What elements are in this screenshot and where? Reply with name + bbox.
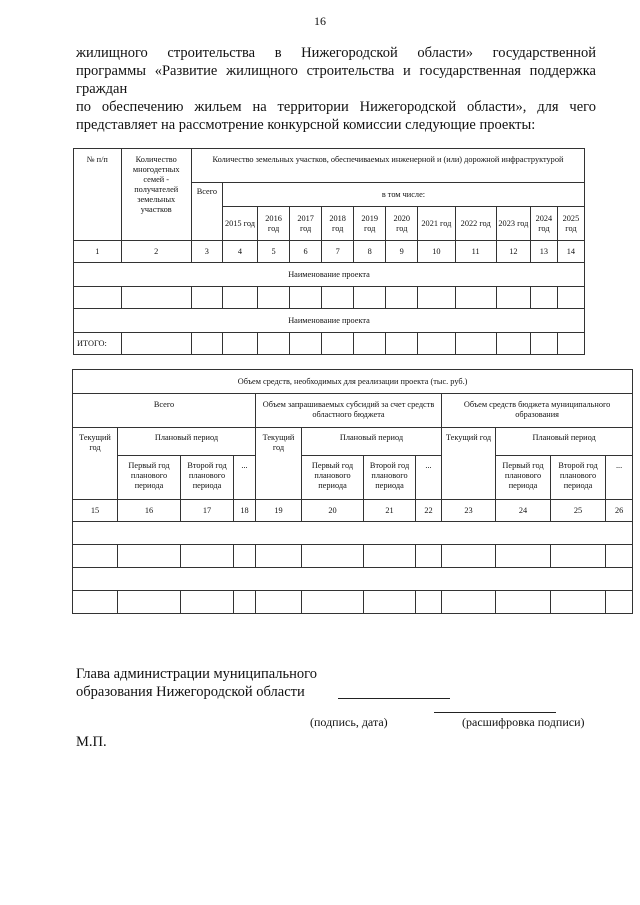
intro-paragraph <box>76 44 596 134</box>
col-no: 8 <box>354 241 386 263</box>
col-no: 7 <box>322 241 354 263</box>
col-no: 18 <box>234 500 256 522</box>
col-no: 13 <box>530 241 557 263</box>
col-no: 22 <box>416 500 442 522</box>
projects-plots-table <box>73 148 585 355</box>
data-row <box>74 287 585 309</box>
header-incl: в том числе: <box>222 183 584 207</box>
plan-period: Плановый период <box>118 428 256 456</box>
col-no: 25 <box>551 500 606 522</box>
col-no: 16 <box>118 500 181 522</box>
col-no: 21 <box>364 500 416 522</box>
intro-line-2: программы «Развитие жилищного строительства и государственная поддержка <box>76 63 596 79</box>
col-no: 1 <box>74 241 122 263</box>
ellipsis: ... <box>606 456 633 500</box>
intro-line-5: представляет на рассмотрение конкурсной комиссии следующие проекты: <box>76 117 536 133</box>
header-main: Объем средств, необходимых для реализации проекта (тыс. руб.) <box>73 370 633 394</box>
group-subsidy: Объем запрашиваемых субсидий за счет средств областного бюджета <box>256 394 442 428</box>
stamp-place: М.П. <box>76 734 107 750</box>
signer-title-line-1: Глава администрации муниципального <box>76 666 317 682</box>
col-no: 9 <box>386 241 418 263</box>
header-families: Количество многодетных семей - получателей земельных участков <box>121 149 191 241</box>
project-name-row: Наименование проекта <box>74 309 585 333</box>
first-plan-year: Первый год планового периода <box>302 456 364 500</box>
year-2019: 2019 год <box>354 207 386 241</box>
first-plan-year: Первый год планового периода <box>118 456 181 500</box>
col-no: 19 <box>256 500 302 522</box>
current-year: Текущий год <box>256 428 302 500</box>
col-no: 15 <box>73 500 118 522</box>
header-plots: Количество земельных участков, обеспечиваемых инженерной и (или) дорожной инфраструктурой <box>191 149 584 183</box>
signature-line <box>338 698 450 699</box>
column-numbers-row <box>74 241 585 263</box>
col-no: 14 <box>557 241 584 263</box>
decode-caption: (расшифровка подписи) <box>462 715 585 729</box>
funding-table <box>72 369 633 614</box>
second-plan-year: Второй год планового периода <box>364 456 416 500</box>
col-no: 11 <box>455 241 496 263</box>
col-no: 3 <box>191 241 222 263</box>
year-2025: 2025 год <box>557 207 584 241</box>
col-no: 26 <box>606 500 633 522</box>
col-no: 2 <box>121 241 191 263</box>
year-2020: 2020 год <box>386 207 418 241</box>
year-2023: 2023 год <box>496 207 530 241</box>
second-plan-year: Второй год планового периода <box>551 456 606 500</box>
intro-line-4: по обеспечению жильем на территории Нижегородской области», для чего <box>76 99 596 115</box>
col-no: 6 <box>290 241 322 263</box>
data-row <box>73 591 633 614</box>
header-num: № п/п <box>74 149 122 241</box>
column-numbers-row <box>73 500 633 522</box>
first-plan-year: Первый год планового периода <box>496 456 551 500</box>
project-name-row: Наименование проекта <box>74 263 585 287</box>
col-no: 24 <box>496 500 551 522</box>
plan-period: Плановый период <box>302 428 442 456</box>
col-no: 20 <box>302 500 364 522</box>
year-2018: 2018 год <box>322 207 354 241</box>
intro-line-1: жилищного строительства в Нижегородской области» государственной <box>76 45 596 61</box>
year-2017: 2017 год <box>290 207 322 241</box>
merged-row <box>73 568 633 591</box>
ellipsis: ... <box>416 456 442 500</box>
year-2016: 2016 год <box>258 207 290 241</box>
year-2021: 2021 год <box>418 207 455 241</box>
header-total: Всего <box>191 183 222 241</box>
signer-title-line-2: образования Нижегородской области <box>76 684 305 700</box>
data-row <box>73 545 633 568</box>
group-municipal: Объем средств бюджета муниципального образования <box>442 394 633 428</box>
col-no: 23 <box>442 500 496 522</box>
sign-date-caption: (подпись, дата) <box>310 715 388 729</box>
year-2024: 2024 год <box>530 207 557 241</box>
current-year: Текущий год <box>442 428 496 500</box>
group-total: Всего <box>73 394 256 428</box>
merged-row <box>73 522 633 545</box>
year-2015: 2015 год <box>222 207 257 241</box>
intro-line-3: граждан <box>76 81 128 97</box>
col-no: 17 <box>181 500 234 522</box>
decode-line <box>434 712 556 713</box>
col-no: 4 <box>222 241 257 263</box>
col-no: 5 <box>258 241 290 263</box>
page-number: 16 <box>314 14 326 28</box>
plan-period: Плановый период <box>496 428 633 456</box>
col-no: 12 <box>496 241 530 263</box>
col-no: 10 <box>418 241 455 263</box>
total-label: ИТОГО: <box>74 333 122 355</box>
year-2022: 2022 год <box>455 207 496 241</box>
current-year: Текущий год <box>73 428 118 500</box>
total-row <box>74 333 585 355</box>
second-plan-year: Второй год планового периода <box>181 456 234 500</box>
ellipsis: ... <box>234 456 256 500</box>
